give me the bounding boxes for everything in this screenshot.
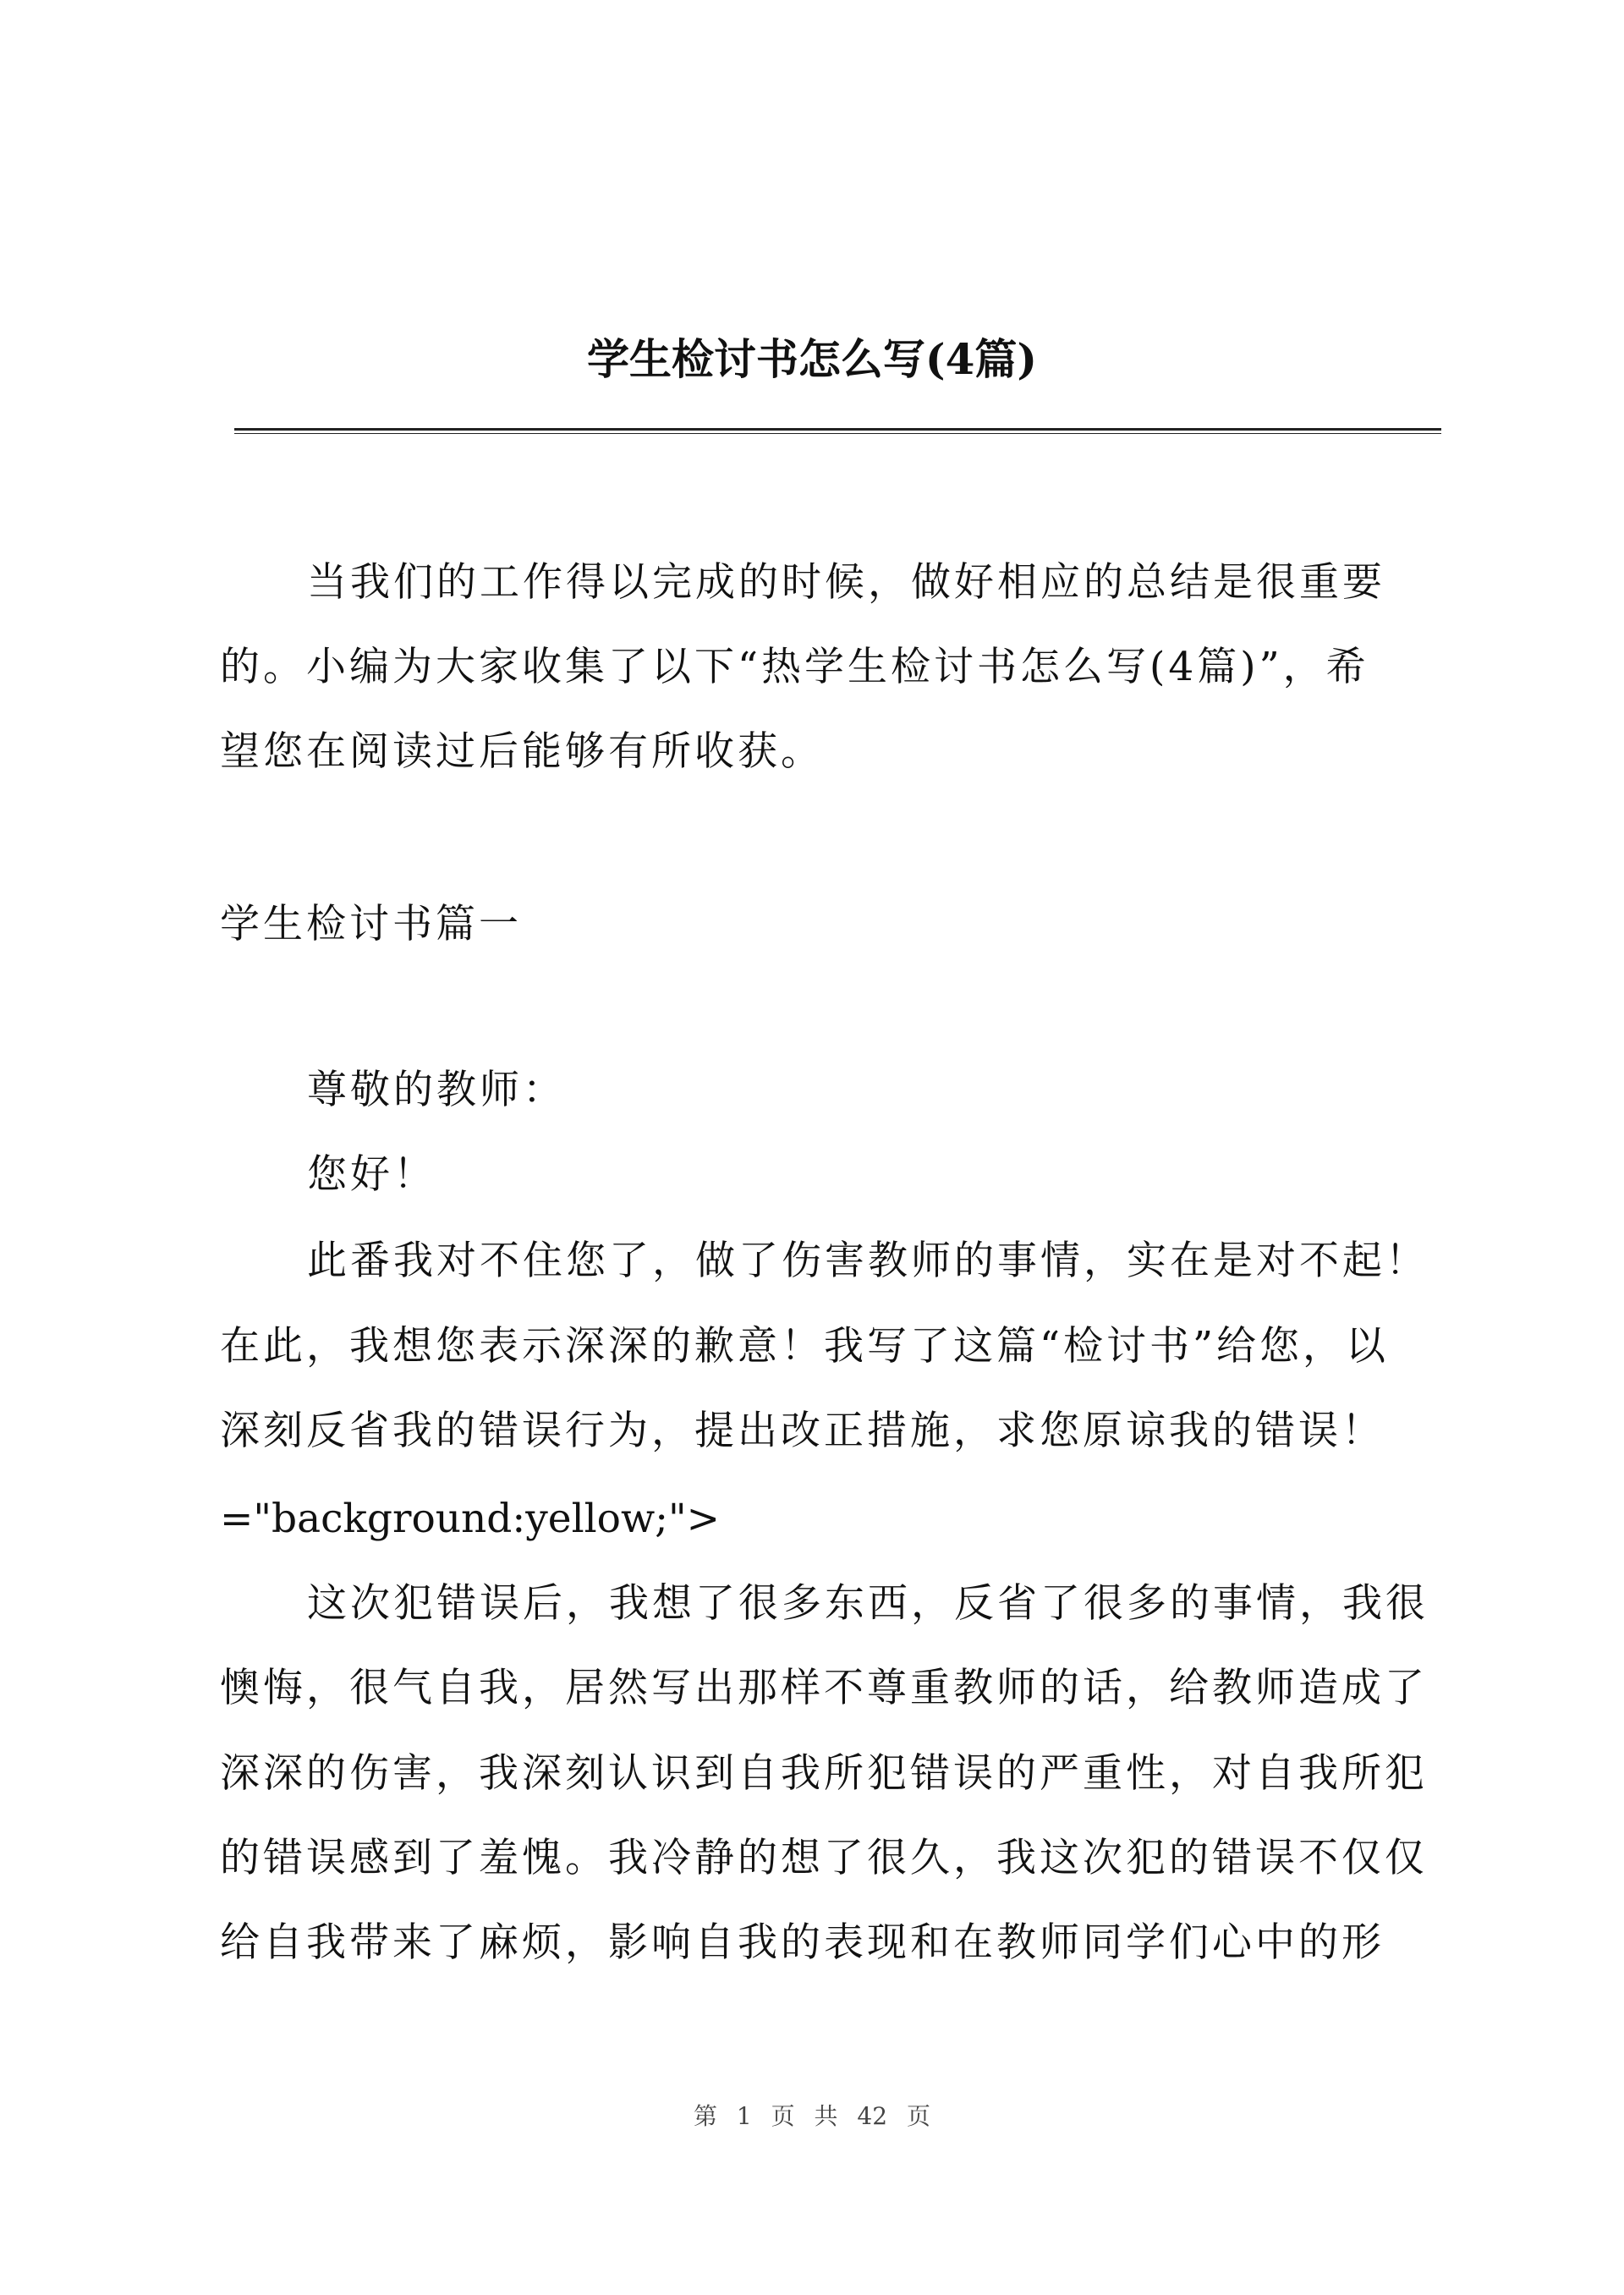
body-line: 在此，我想您表示深深的歉意！我写了这篇“检讨书”给您，以	[220, 1323, 1390, 1370]
salutation: 尊敬的教师：	[307, 1067, 566, 1113]
body-line: 此番我对不住您了，做了伤害教师的事情，实在是对不起！	[307, 1238, 1429, 1284]
body-line: 的错误感到了羞愧。我冷静的想了很久，我这次犯的错误不仅仅	[220, 1835, 1428, 1881]
page-footer: 第 1 页 共 42 页	[694, 2102, 930, 2130]
body-line: 深刻反省我的错误行为，提出改正措施，求您原谅我的错误！	[220, 1408, 1385, 1454]
body-line: 深深的伤害，我深刻认识到自我所犯错误的严重性，对自我所犯	[220, 1750, 1428, 1797]
intro-line: 望您在阅读过后能够有所收获。	[220, 728, 824, 775]
section-heading: 学生检讨书篇一	[220, 901, 522, 947]
intro-line: 当我们的工作得以完成的时候，做好相应的总结是很重要	[307, 559, 1385, 606]
body-line: 这次犯错误后，我想了很多东西，反省了很多的事情，我很	[307, 1580, 1429, 1627]
body-line: 给自我带来了麻烦，影响自我的表现和在教师同学们心中的形	[220, 1919, 1385, 1966]
stray-markup-line: ="background:yellow;">	[220, 1496, 721, 1542]
title-divider	[234, 428, 1441, 431]
title-divider-thin	[234, 433, 1441, 434]
greeting: 您好！	[307, 1151, 436, 1198]
document-title: 学生检讨书怎么写(4篇)	[586, 334, 1038, 384]
intro-line: 的。小编为大家收集了以下“热学生检讨书怎么写(4篇)”，希	[220, 644, 1369, 690]
body-line: 懊悔，很气自我，居然写出那样不尊重教师的话，给教师造成了	[220, 1665, 1428, 1711]
